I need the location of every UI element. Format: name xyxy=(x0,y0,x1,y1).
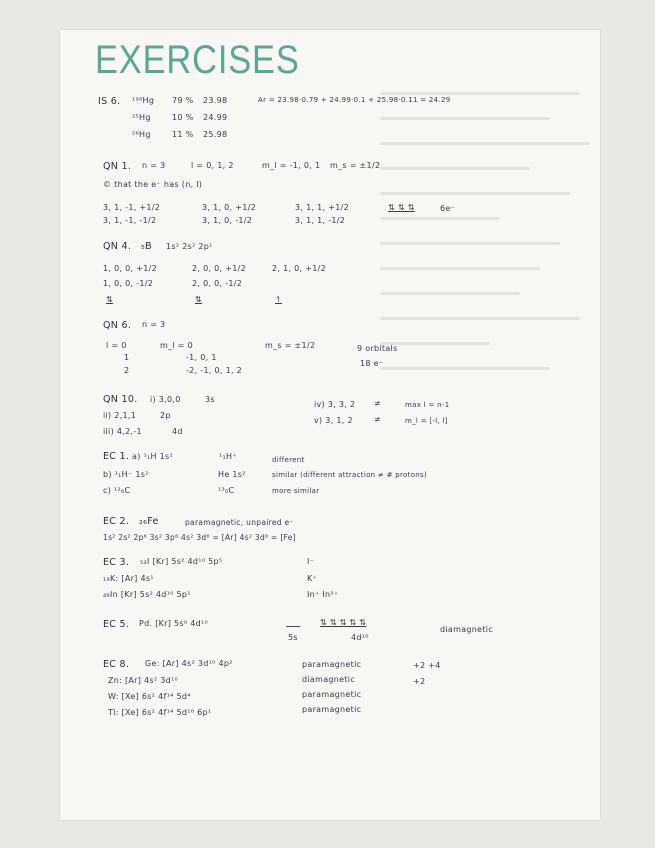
qn10-item: iii) 4,2,-1 xyxy=(103,427,142,436)
orbital-box: ⇅ xyxy=(106,295,114,304)
ec1-b: ¹₁H⁺ xyxy=(219,452,237,461)
ec1-c: more similar xyxy=(272,487,320,495)
isotope-symbol: ¹⁹⁸Hg xyxy=(132,96,155,105)
ec2-note: paramagnetic, unpaired e⁻ xyxy=(185,518,294,527)
ec1-label: EC 1. xyxy=(103,451,130,462)
ec1-a: b) ¹₁H⁻ 1s² xyxy=(103,470,149,479)
ec2-element: ₂₆Fe xyxy=(139,516,159,527)
ec8-config: Ge: [Ar] 4s² 3d¹⁰ 4p² xyxy=(145,659,233,668)
bleed-through-ink xyxy=(380,70,600,590)
qn4-label: QN 4. xyxy=(103,241,132,252)
qn10-note: max l = n-1 xyxy=(405,401,450,409)
isotope-symbol: ²⁵Hg xyxy=(132,113,151,122)
ec3-ion: K⁺ xyxy=(307,574,318,583)
isotope-mass: 24.99 xyxy=(203,113,228,122)
ec1-c: similar (different attraction ≠ # protons) xyxy=(272,471,427,479)
not-allowed-mark: ≠ xyxy=(374,399,382,408)
qn6-orbitals: 9 orbitals xyxy=(357,344,398,353)
ec8-property: paramagnetic xyxy=(302,705,362,714)
qn10-value: 3s xyxy=(205,395,215,404)
ec8-oxidation: +2 +4 xyxy=(413,661,441,670)
ec2-label: EC 2. xyxy=(103,516,130,527)
isotope-abundance: 11 % xyxy=(172,130,194,139)
qn6-ml: -1, 0, 1 xyxy=(186,353,217,362)
ec5-config: Pd. [Kr] 5s⁰ 4d¹⁰ xyxy=(139,619,208,628)
qn10-item: ii) 2,1,1 xyxy=(103,411,137,420)
orbital-boxes: ⇅ ⇅ ⇅ xyxy=(388,203,415,212)
qn1-l: l = 0, 1, 2 xyxy=(191,161,234,170)
ec8-label: EC 8. xyxy=(103,659,130,670)
ec5-note: diamagnetic xyxy=(440,625,494,634)
ec8-property: diamagnetic xyxy=(302,675,356,684)
is6-label: IS 6. xyxy=(98,96,121,107)
ec8-property: paramagnetic xyxy=(302,690,362,699)
qn6-l: 1 xyxy=(124,353,130,362)
isotope-mass: 25.98 xyxy=(203,130,228,139)
ec3-ion: In⁺ In³⁺ xyxy=(307,590,339,599)
page-title: EXERCISES xyxy=(95,38,300,82)
quantum-set: 2, 0, 0, +1/2 xyxy=(192,264,247,273)
quantum-set: 3, 1, 0, -1/2 xyxy=(202,216,253,225)
ec1-a: a) ¹₁H 1s¹ xyxy=(132,452,174,461)
qn10-item: iv) 3, 3, 2 xyxy=(314,400,356,409)
ec8-config: W: [Xe] 6s² 4f¹⁴ 5d⁴ xyxy=(108,692,191,701)
qn10-value: 4d xyxy=(172,427,183,436)
qn6-ms: m_s = ±1/2 xyxy=(265,341,316,350)
ec3-config: ₄₉In [Kr] 5s² 4d¹⁰ 5p¹ xyxy=(103,590,191,599)
qn6-ml: m_l = 0 xyxy=(160,341,193,350)
ec1-b: ¹³₆C xyxy=(218,486,235,495)
quantum-set: 2, 1, 0, +1/2 xyxy=(272,264,327,273)
orbital-box: ⇅ xyxy=(195,295,203,304)
not-allowed-mark: ≠ xyxy=(374,415,382,424)
quantum-set: 3, 1, 1, -1/2 xyxy=(295,216,346,225)
qn1-electrons: 6e⁻ xyxy=(440,204,456,213)
qn1-label: QN 1. xyxy=(103,161,132,172)
ec8-config: Tl: [Xe] 6s² 4f¹⁴ 5d¹⁰ 6p¹ xyxy=(108,708,212,717)
qn10-note: m_l = [-l, l] xyxy=(405,417,448,425)
quantum-set: 1, 0, 0, +1/2 xyxy=(103,264,158,273)
qn10-item: i) 3,0,0 xyxy=(150,395,181,404)
isotope-mass: 23.98 xyxy=(203,96,228,105)
ec8-property: paramagnetic xyxy=(302,660,362,669)
ec5-s-label: 5s xyxy=(288,633,298,642)
quantum-set: 2, 0, 0, -1/2 xyxy=(192,279,243,288)
ec3-config: ₁₉K: [Ar] 4s¹ xyxy=(103,574,154,583)
empty-orbital-line xyxy=(286,626,300,627)
ec8-config: Zn: [Ar] 4s² 3d¹⁰ xyxy=(108,676,179,685)
quantum-set: 3, 1, -1, +1/2 xyxy=(103,203,161,212)
isotope-abundance: 79 % xyxy=(172,96,194,105)
orbital-box: ↿ xyxy=(275,295,283,304)
qn1-n: n = 3 xyxy=(142,161,166,170)
qn6-ml: -2, -1, 0, 1, 2 xyxy=(186,366,243,375)
ec5-label: EC 5. xyxy=(103,619,130,630)
ec2-config: 1s² 2s² 2p⁶ 3s² 3p⁶ 4s² 3d⁶ = [Ar] 4s² 3d⁶ = [Fe] xyxy=(103,533,296,542)
qn6-l: l = 0 xyxy=(106,341,127,350)
qn6-electrons: 18 e⁻ xyxy=(360,359,384,368)
quantum-set: 3, 1, -1, -1/2 xyxy=(103,216,157,225)
ec1-a: c) ¹²₆C xyxy=(103,486,131,495)
isotope-abundance: 10 % xyxy=(172,113,194,122)
qn1-note: © that the e⁻ has (n, l) xyxy=(103,180,203,189)
isotope-symbol: ²⁶Hg xyxy=(132,130,151,139)
qn4-config: 1s² 2s² 2p¹ xyxy=(166,242,213,251)
ec1-c: different xyxy=(272,456,305,464)
quantum-set: 1, 0, 0, -1/2 xyxy=(103,279,154,288)
atomic-mass-formula: Ar = 23.98·0.79 + 24.99·0.1 + 25.98·0.11 = 24.29 xyxy=(258,96,451,104)
qn10-item: v) 3, 1, 2 xyxy=(314,416,353,425)
ec8-oxidation: +2 xyxy=(413,677,426,686)
qn10-label: QN 10. xyxy=(103,394,138,405)
qn4-element: ₅B xyxy=(141,241,152,252)
quantum-set: 3, 1, 1, +1/2 xyxy=(295,203,350,212)
quantum-set: 3, 1, 0, +1/2 xyxy=(202,203,257,212)
ec3-ion: I⁻ xyxy=(307,557,315,566)
ec5-d-label: 4d¹⁰ xyxy=(351,633,369,642)
orbital-boxes: ⇅ ⇅ ⇅ ⇅ ⇅ xyxy=(320,618,367,627)
qn10-value: 2p xyxy=(160,411,171,420)
ec1-b: He 1s² xyxy=(218,470,246,479)
qn6-l: 2 xyxy=(124,366,130,375)
ec3-label: EC 3. xyxy=(103,557,130,568)
qn6-label: QN 6. xyxy=(103,320,132,331)
qn1-ml: m_l = -1, 0, 1 xyxy=(262,161,321,170)
qn1-ms: m_s = ±1/2 xyxy=(330,161,381,170)
qn6-n: n = 3 xyxy=(142,320,166,329)
ec3-config: ₅₃I [Kr] 5s² 4d¹⁰ 5p⁵ xyxy=(140,557,223,566)
notebook-page xyxy=(60,30,600,820)
